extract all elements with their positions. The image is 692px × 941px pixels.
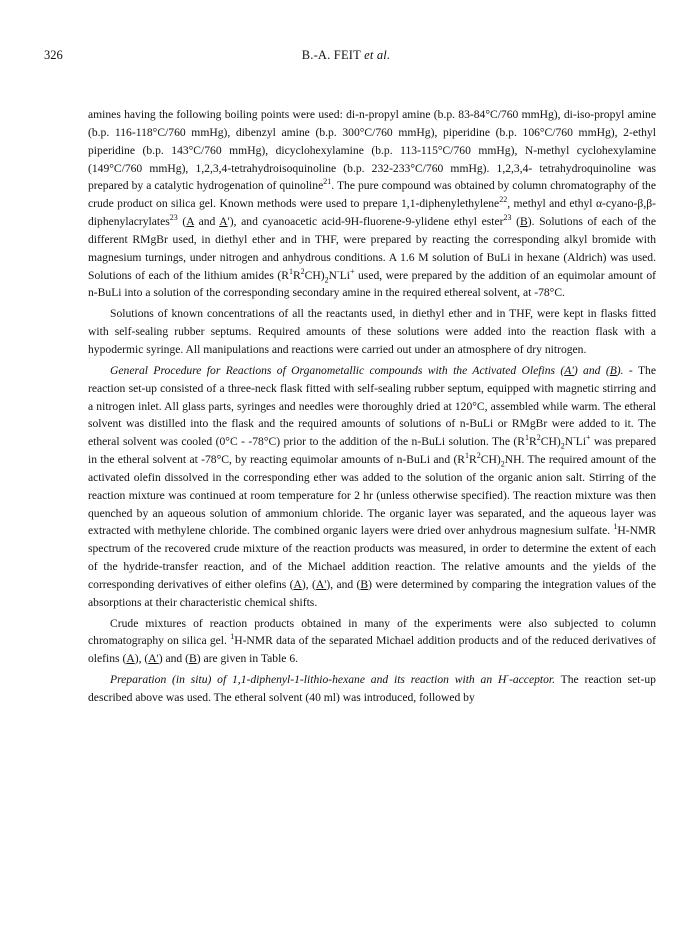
preparation-heading: Preparation (in situ) of 1,1-diphenyl-1-lithio-hexane and its reaction with an H--acceptor. xyxy=(110,671,556,687)
paragraph-preparation xyxy=(88,671,656,707)
paragraph-general-procedure: General Procedure for Reactions of Organometallic compounds with the Activated Olefins (A') and (B). - The reaction set-up consisted of a three-neck flask fitted with self-sealing rubber septum, equipped with magnetic stirring and a nitrogen inlet. All glass parts, syringes and needles were thoroughly dried at 120°C, assembled while warm. The etheral solvent was distilled into the flask and the required amounts of solutions of n-BuLi or RMgBr were added to it. The etheral solvent was cooled (0°C - -78°C) prior to the addition of the n-BuLi solution. The $(R^1R^2CH)_2N^-Li^+$ was prepared in the etheral solvent at -78°C, by reacting equimolar amounts of n-BuLi and $(R^1R^2CH)_2NH$. The required amount of the activated olefin dissolved in the corresponding ether was added to the solution of the organic anion salt. Stirring of the reaction mixture was continued at room temperature for 2 hr (unless otherwise specified). The reaction mixture was then quenched by an aqueous solution of ammonium chloride. The organic layer was separated, and the aqueous layer was extracted with methylene chloride. The combined organic layers were dried over anhydrous magnesium sulfate. $^1$H-NMR spectrum of the recovered crude mixture of the reaction products was measured, in order to determine the extent of each of the hydride-transfer reaction, and of the Michael addition reaction. The relative amounts and the yields of the corresponding derivatives of either olefins (A), (A'), and (B) were determined by comparing the integration values of the absorptions at their characteristic chemical shifts. xyxy=(88,363,656,609)
running-head-et-al: et al. xyxy=(364,48,391,62)
paragraph-solutions: Solutions of known concentrations of all the reactants used, in diethyl ether and in THF, were kept in flasks fitted with self-sealing rubber septums. Required amounts of these solutions were added into the reaction flask with a hypodermic syringe. All manipulations and reactions were carried out under an atmosphere of dry nitrogen. xyxy=(88,307,656,356)
paragraph-materials: amines having the following boiling points were used: di-n-propyl amine (b.p. 83-84°C/760 mmHg), di-iso-propyl amine (b.p. 116-118°C/760 mmHg), dibenzyl amine (b.p. 300°C/760 mmHg), piperidine (b.p. 106°C/760 mmHg), 2-ethyl piperidine (b.p. 143°C/760 mmHg), dicyclohexylamine (b.p. 113-115°C/760 mmHg), N-methyl cyclohexylamine (149°C/760 mmHg), 1,2,3,4-tetrahydroisoquinoline (b.p. 232-233°C/760 mmHg). 1,2,3,4- tetrahydroquinoline was prepared by a catalytic hydrogenation of quinoline$^{21}$. The pure compound was obtained by column chromatography of the crude product on silica gel. Known methods were used to prepare 1,1-diphenylethylene$^{22}$, methyl and ethyl α-cyano-β,β-diphenylacrylates$^{23}$ (A and A'), and cyanoacetic acid-9H-fluorene-9-ylidene ethyl ester$^{23}$ (B). Solutions of each of the different RMgBr used, in diethyl ether and in THF, were prepared by reacting the corresponding alkyl bromide with magnesium turnings, under nitrogen and anhydrous conditions. A 1.6 M solution of BuLi in hexane (Aldrich) was used. Solutions of each of the lithium amides $(R^1R^2CH)_2N^-Li^+$ used, were prepared by the addition of an equimolar amount of n-BuLi into a solution of the corresponding secondary amine in the required ethereal solvent, at -78°C. xyxy=(88,108,657,300)
article-body xyxy=(88,106,656,710)
general-procedure-text: The reaction set-up consisted of a three-neck flask fitted with self-sealing rubber septum, equipped with magnetic stirring and a nitrogen inlet. All glass parts, syringes and needles were thoroughly dried at 120°C, assembled while warm. The etheral solvent was distilled into the flask and the required amounts of solutions of n-BuLi or RMgBr were added to it. The etheral solvent was cooled (0°C - -78°C) prior to the addition of the n-BuLi solution. The $(R^1R^2CH)_2N^-Li^+$ was prepared in the etheral solvent at -78°C, by reacting equimolar amounts of n-BuLi and $(R^1R^2CH)_2NH$. The required amount of the activated olefin dissolved in the corresponding ether was added to the solution of the organic anion salt. Stirring of the reaction mixture was continued at room temperature for 2 hr (unless otherwise specified). The reaction mixture was then quenched by an aqueous solution of ammonium chloride. The organic layer was separated, and the aqueous layer was extracted with methylene chloride. The combined organic layers were dried over anhydrous magnesium sulfate. $^1$H-NMR spectrum of the recovered crude mixture of the reaction products was measured, in order to determine the extent of each of the hydride-transfer reaction, and of the Michael addition reaction. The relative amounts and the yields of the corresponding derivatives of either olefins (A), (A'), and (B) were determined by comparing the integration values of the absorptions at their characteristic chemical shifts. xyxy=(88,363,656,609)
preparation-text: The reaction set-up described above was used. The etheral solvent (40 ml) was introduced, followed by xyxy=(88,673,656,704)
running-head-author: B.-A. FEIT xyxy=(301,48,361,62)
page-header xyxy=(44,48,648,68)
general-procedure-heading: General Procedure for Reactions of Organometallic compounds with the Activated Olefins (A') and (B). xyxy=(110,363,624,377)
paragraph-chromatography: Crude mixtures of reaction products obtained in many of the experiments were also subjected to column chromatography on silica gel. $^1$H-NMR data of the separated Michael addition products and of the reduced derivatives of olefins (A), (A') and (B) are given in Table 6. xyxy=(88,616,656,666)
page-number: 326 xyxy=(44,48,63,62)
running-head xyxy=(44,48,648,63)
